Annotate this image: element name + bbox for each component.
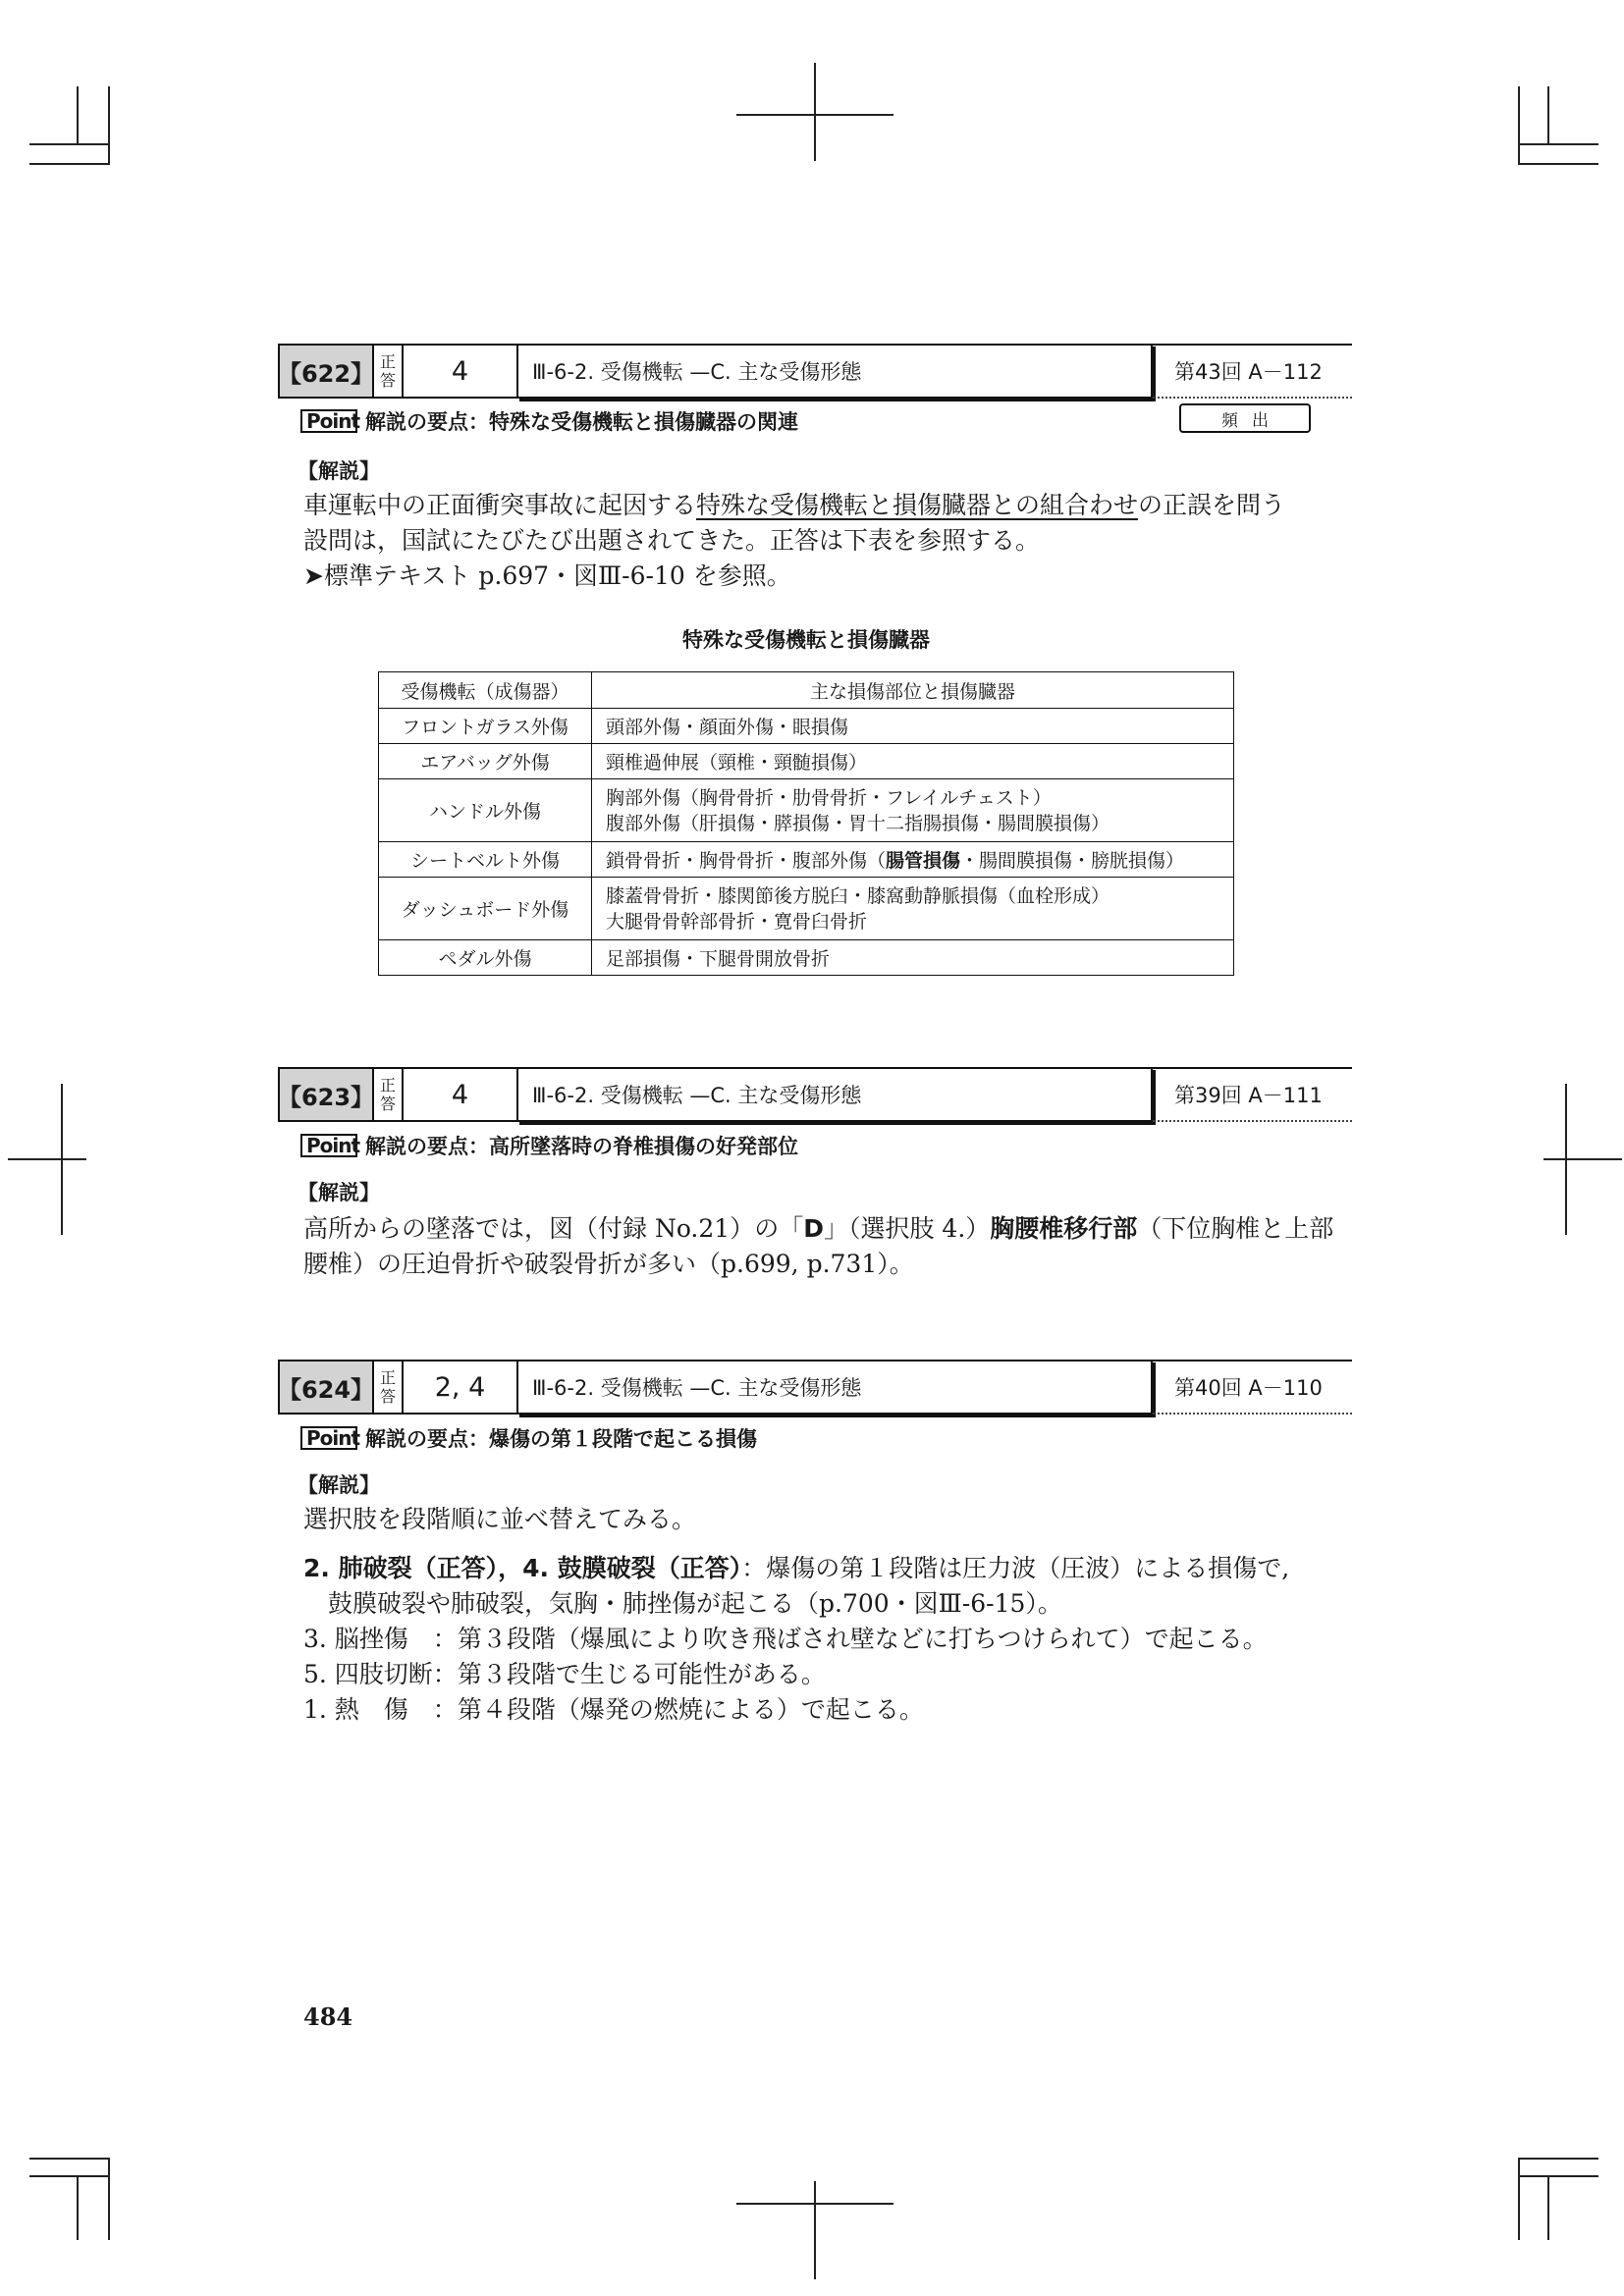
injury-cell: 頭部外傷・顔面外傷・眼損傷 [592,709,1234,744]
mechanism-cell: ダッシュボード外傷 [379,878,592,940]
exam-ref: 第39回 A－111 [1153,1067,1352,1122]
topic-label: Ⅲ-6-2. 受傷機転 —C. 主な受傷形態 [516,1360,1153,1415]
explanation-624-list [303,1551,1289,1728]
mechanism-cell: フロントガラス外傷 [379,709,592,744]
question-header-624 [278,1360,1352,1415]
question-header-622 [278,344,1352,399]
explanation-line: 設問は，国試にたびたび出題されてきた。正答は下表を参照する。 [303,526,1041,555]
explanation-622 [303,488,1285,594]
explanation-line: 高所からの墜落では，図（付録 No.21）の「D」（選択肢 4.）胸腰椎移行部（下位胸椎と上部 [303,1214,1334,1243]
answer-value: 4 [404,344,516,399]
table-header-row [379,672,1234,709]
table-row [379,878,1234,940]
topic-label: Ⅲ-6-2. 受傷機転 —C. 主な受傷形態 [516,344,1153,399]
explanation-line: 腰椎）の圧迫骨折や破裂骨折が多い（p.699, p.731）。 [303,1250,914,1278]
answer-value: 2, 4 [404,1360,516,1415]
point-text: 解説の要点：爆傷の第１段階で起こる損傷 [365,1427,757,1451]
injury-cell: 膝蓋骨骨折・膝関節後方脱臼・膝窩動静脈損傷（血栓形成） 大腿骨骨幹部骨折・寛骨臼骨折 [592,878,1234,940]
frequency-badge: 頻出 [1179,403,1311,433]
seikai-label: 正 答 [374,1360,404,1415]
mechanism-cell: ペダル外傷 [379,940,592,976]
exam-ref: 第40回 A－110 [1153,1360,1352,1415]
point-line [300,1131,798,1160]
page-number: 484 [303,2002,353,2031]
injury-table [378,671,1234,976]
list-item: 5. 四肢切断：第３段階で生じる可能性がある。 [303,1660,826,1688]
injury-cell: 足部損傷・下腿骨開放骨折 [592,940,1234,976]
point-line [300,1423,757,1453]
exam-ref: 第43回 A－112 [1153,344,1352,399]
table-header: 受傷機転（成傷器） [379,672,592,709]
question-header-623 [278,1067,1352,1122]
question-number: 【624】 [278,1360,374,1415]
table-row [379,842,1234,878]
list-item: 3. 脳挫傷 ：第３段階（爆風により吹き飛ばされ壁などに打ちつけられて）で起こる。 [303,1625,1268,1653]
list-item-cont: 鼓膜破裂や肺破裂，気胸・肺挫傷が起こる（p.700・図Ⅲ-6-15）。 [328,1589,1062,1618]
explanation-624-intro: 選択肢を段階順に並べ替えてみる。 [303,1505,697,1533]
injury-cell: 鎖骨骨折・胸骨骨折・腹部外傷（腸管損傷・腸間膜損傷・膀胱損傷） [592,842,1234,878]
list-item: 2. 肺破裂（正答），4. 鼓膜破裂（正答）：爆傷の第１段階は圧力波（圧波）による損傷で, [303,1554,1290,1582]
table-row [379,940,1234,976]
explanation-line: 車運転中の正面衝突事故に起因する特殊な受傷機転と損傷臓器との組合わせの正誤を問う [303,491,1286,519]
mechanism-cell: ハンドル外傷 [379,779,592,842]
point-logo-icon: Point [300,409,357,433]
point-logo-icon: Point [300,1134,357,1157]
mechanism-cell: エアバッグ外傷 [379,744,592,779]
point-line [300,406,798,436]
question-number: 【622】 [278,344,374,399]
point-logo-icon: Point [300,1426,357,1450]
table-title: 特殊な受傷機転と損傷臓器 [682,628,930,652]
explanation-623 [303,1211,1333,1282]
question-number: 【623】 [278,1067,374,1122]
reference-line: ➤標準テキスト p.697・図Ⅲ-6-10 を参照。 [303,561,791,590]
table-row [379,744,1234,779]
point-text: 解説の要点：特殊な受傷機転と損傷臓器の関連 [365,410,798,434]
answer-value: 4 [404,1067,516,1122]
seikai-label: 正 答 [374,1067,404,1122]
table-row [379,709,1234,744]
injury-cell: 胸部外傷（胸骨骨折・肋骨骨折・フレイルチェスト） 腹部外傷（肝損傷・膵損傷・胃十二指腸損傷・腸間膜損傷） [592,779,1234,842]
topic-label: Ⅲ-6-2. 受傷機転 —C. 主な受傷形態 [516,1067,1153,1122]
table-header: 主な損傷部位と損傷臓器 [592,672,1234,709]
kaisetsu-heading: 【解説】 [298,459,380,483]
kaisetsu-heading: 【解説】 [298,1181,380,1204]
mechanism-cell: シートベルト外傷 [379,842,592,878]
seikai-label: 正 答 [374,344,404,399]
point-text: 解説の要点：高所墜落時の脊椎損傷の好発部位 [365,1135,798,1158]
list-item: 1. 熱 傷 ：第４段階（爆発の燃焼による）で起こる。 [303,1695,924,1724]
injury-cell: 頸椎過伸展（頸椎・頸髄損傷） [592,744,1234,779]
kaisetsu-heading: 【解説】 [298,1473,380,1497]
table-row [379,779,1234,842]
